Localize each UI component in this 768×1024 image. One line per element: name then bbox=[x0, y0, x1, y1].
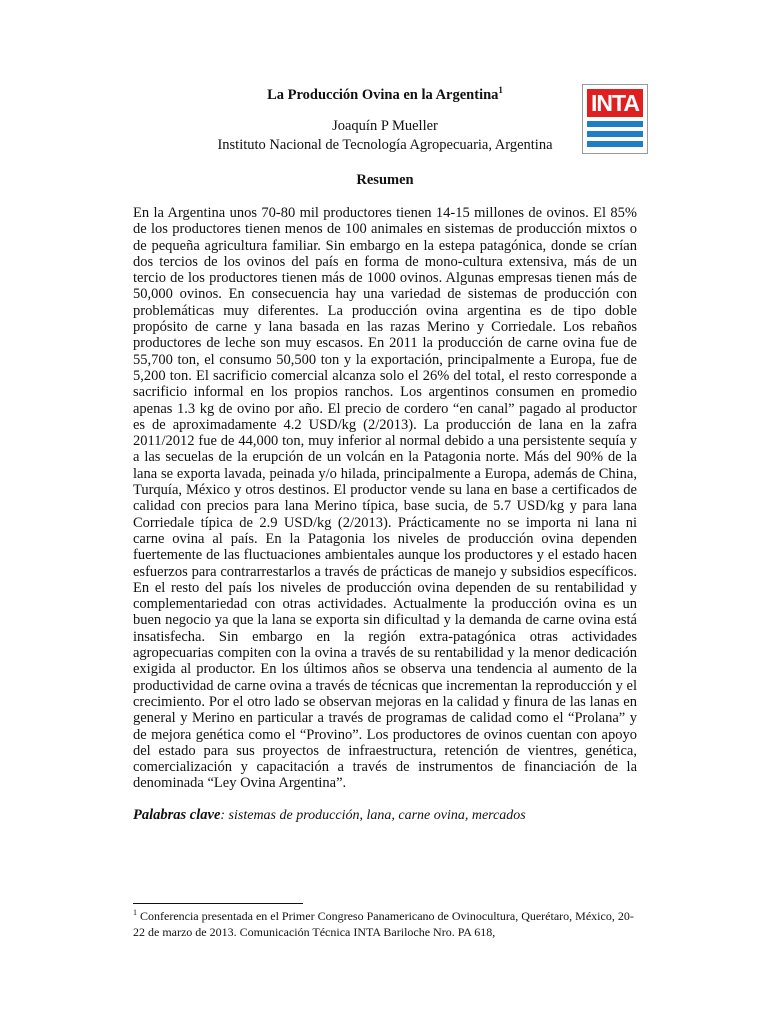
paper-title-text: La Producción Ovina en la Argentina bbox=[267, 87, 499, 103]
abstract-paragraph: En la Argentina unos 70-80 mil productores tienen 14-15 millones de ovinos. El 85% de los productores tienen menos de 100 animales en sistemas de producción mixtos o de pequeña agricultura familiar. Sin embargo en la estepa patagónica, donde se crían dos tercios de los ovinos del país en forma de mono-cultura extensiva, más de un tercio de los productores tienen más de 1000 ovinos. Algunas empresas tienen más de 50,000 ovinos. En consecuencia hay una variedad de sistemas de producción con problemáticas muy diferentes. La producción ovina argentina es de tipo doble propósito de carne y lana basada en las razas Merino y Corriedale. Los rebaños productores de leche son muy escasos. En 2011 la producción de carne ovina fue de 55,700 ton, el consumo 50,500 ton y la exportación, principalmente a Europa, fue de 5,200 ton. El sacrificio comercial alcanza solo el 26% del total, el resto corresponde a sacrificio informal en los propios ranchos. Los argentinos consumen en promedio apenas 1.3 kg de ovino por año. El precio de cordero “en canal” pagado al productor es de aproximadamente 4.2 USD/kg (2/2013). La producción de lana en la zafra 2011/2012 fue de 44,000 ton, muy inferior al normal debido a una persistente sequía y a las secuelas de la erupción de un volcán en la Patagonia norte. Más del 90% de la lana se exporta lavada, peinada y/o hilada, principalmente a Europa, además de China, Turquía, México y otros destinos. El productor vende su lana en base a certificados de calidad con precios para lana Merino típica, base sucia, de 5.7 USD/kg y para lana Corriedale típica de 2.9 USD/kg (2/2013). Prácticamente no se importa ni lana ni carne ovina al país. En la Patagonia los niveles de producción ovina dependen fuertemente de las fluctuaciones ambientales aunque los productores y el estado hacen esfuerzos para contrarrestarlos a través de prácticas de manejo y subsidios específicos. En el resto del país los niveles de producción ovina dependen de su rentabilidad y complementariedad con otras actividades. Actualmente la producción ovina es un buen negocio ya que la lana se exporta sin dificultad y la demanda de carne ovina está insatisfecha. Sin embargo en la región extra-patagónica otras actividades agropecuarias compiten con la ovina a través de su rentabilidad y la menor dedicación exigida al productor. En los últimos años se observa una tendencia al aumento de la productividad de carne ovina a través de técnicas que incrementan la reproducción y el crecimiento. Por el otro lado se observan mejoras en la calidad y finura de las lanas en general y Merino en particular a través de programas de calidad como el “Prolana” y de mejora genética como el “Provino”. Los productores de ovinos cuentan con apoyo del estado para sus proyectos de infraestructura, retención de vientres, genética, comercialización y capacitación a través de instrumentos de financiación de la denominada “Ley Ovina Argentina”. bbox=[133, 205, 637, 792]
paper-title bbox=[230, 86, 540, 104]
inta-logo-text: INTA bbox=[591, 90, 639, 116]
author-institution: Instituto Nacional de Tecnología Agropecuaria, Argentina bbox=[217, 137, 553, 153]
inta-logo-stripe bbox=[587, 121, 643, 127]
keywords-label: Palabras clave bbox=[133, 807, 221, 823]
keywords-line bbox=[133, 806, 637, 825]
section-heading-resumen: Resumen bbox=[356, 172, 414, 188]
inta-logo bbox=[582, 84, 648, 154]
title-footnote-mark: 1 bbox=[498, 85, 503, 96]
footnote bbox=[133, 909, 637, 940]
footnote-divider bbox=[133, 903, 303, 904]
footnote-text: Conferencia presentada en el Primer Congreso Panamericano de Ovinocultura, Querétaro, México, 20-22 de marzo de 2013. Comunicación Técnica INTA Bariloche Nro. PA 618, bbox=[133, 909, 634, 939]
inta-logo-stripe bbox=[587, 131, 643, 137]
keywords-text: : sistemas de producción, lana, carne ovina, mercados bbox=[220, 808, 526, 823]
inta-logo-stripe bbox=[587, 141, 643, 147]
author-name: Joaquín P Mueller bbox=[332, 118, 438, 134]
footnote-mark: 1 bbox=[133, 908, 137, 917]
